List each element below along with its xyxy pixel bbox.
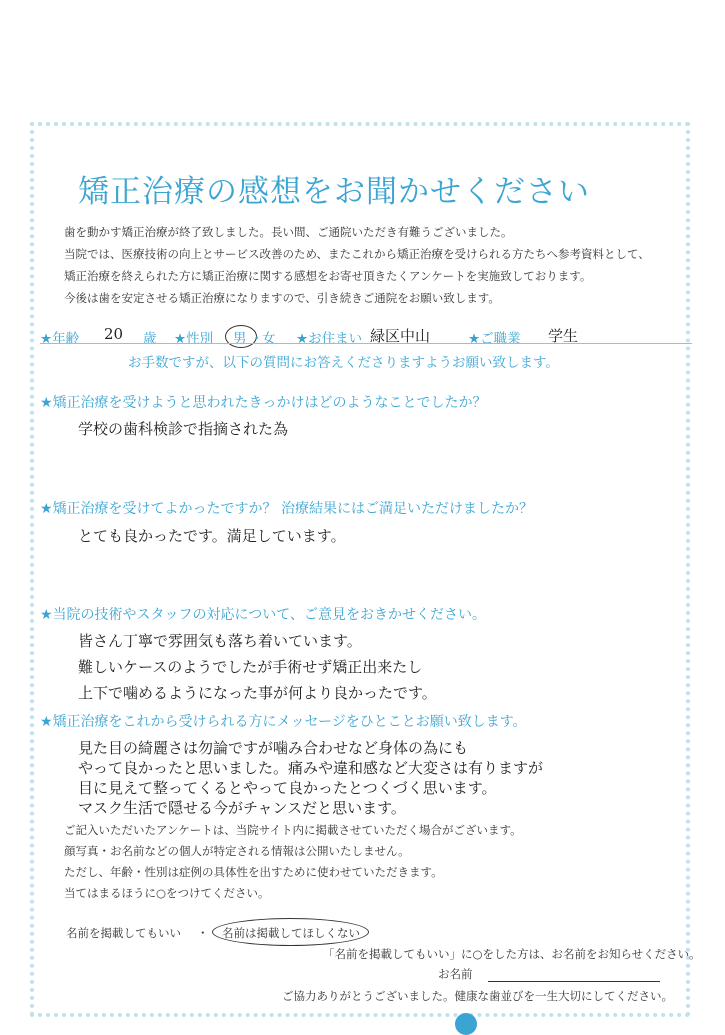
question-2: ★矯正治療を受けてよかったですか？ 治療結果にはご満足いただけましたか？ bbox=[40, 501, 533, 517]
profile-underline bbox=[40, 343, 692, 344]
job-label: ★ご職業 bbox=[468, 331, 521, 347]
age-label: ★年齢 bbox=[40, 331, 80, 347]
address-label: ★お住まい bbox=[296, 331, 363, 347]
choice-separator: ・ bbox=[197, 926, 209, 940]
gender-male: 男 bbox=[233, 331, 247, 347]
question-3: ★当院の技術やスタッフの対応について、ご意見をおきかせください。 bbox=[40, 607, 486, 623]
intro-line-4: 今後は歯を安定させる矯正治療になりますので、引き続きご通院をお願い致します。 bbox=[64, 291, 500, 305]
page-marker-dot bbox=[455, 1013, 477, 1035]
answer-3-line-3: 上下で噛めるようになった事が何より良かったです。 bbox=[78, 684, 437, 702]
question-4: ★矯正治療をこれから受けられる方にメッセージをひとことお願い致します。 bbox=[40, 714, 527, 730]
choice-allow-name[interactable]: 名前を掲載してもいい bbox=[66, 926, 181, 940]
answer-3-line-1: 皆さん丁寧で雰囲気も落ち着いています。 bbox=[78, 632, 362, 650]
gender-female: 女 bbox=[262, 331, 276, 347]
request-text: お手数ですが、以下の質問にお答えくださりますようお願い致します。 bbox=[128, 355, 559, 371]
job-value: 学生 bbox=[548, 327, 579, 345]
intro-line-1: 歯を動かす矯正治療が終了致しました。長い間、ご通院いただき有難うございました。 bbox=[64, 225, 513, 239]
question-1: ★矯正治療を受けようと思われたきっかけはどのようなことでしたか？ bbox=[40, 395, 487, 411]
answer-4-line-3: 目に見えて整ってくるとやって良かったとつくづく思います。 bbox=[78, 779, 497, 797]
answer-3-line-2: 難しいケースのようでしたが手術せず矯正出来たし bbox=[78, 658, 423, 676]
thanks-text: ご協力ありがとうございました。健康な歯並びを一生大切にしてください。 bbox=[282, 989, 673, 1003]
name-request-text: 「名前を掲載してもいい」に○をした方は、お名前をお知らせください。 bbox=[323, 947, 701, 961]
survey-title: 矯正治療の感想をお聞かせください bbox=[78, 174, 590, 210]
answer-1-line-1: 学校の歯科検診で指摘された為 bbox=[78, 420, 289, 438]
answer-2-line-1: とても良かったです。満足しています。 bbox=[78, 527, 346, 545]
note-line-4: 当てはまるほうに○をつけてください。 bbox=[64, 886, 270, 900]
note-line-3: ただし、年齢・性別は症例の具体性を出すために使わせていただきます。 bbox=[64, 865, 443, 879]
intro-line-3: 矯正治療を終えられた方に矯正治療に関する感想をお寄せ頂きたくアンケートを実施致しております。 bbox=[64, 269, 592, 283]
answer-4-line-4: マスク生活で隠せる今がチャンスだと思います。 bbox=[78, 799, 406, 817]
note-line-1: ご記入いただいたアンケートは、当院サイト内に掲載させていただく場合がございます。 bbox=[64, 823, 522, 837]
answer-4-line-1: 見た目の綺麗さは勿論ですが噛み合わせなど身体の為にも bbox=[78, 739, 469, 757]
age-unit: 歳 bbox=[143, 331, 157, 347]
gender-separator: ・ bbox=[250, 331, 264, 347]
choice-selected-circle bbox=[212, 918, 369, 946]
age-value: 20 bbox=[104, 325, 124, 343]
answer-4-line-2: やって良かったと思いました。痛みや違和感など大変さは有りますが bbox=[78, 759, 544, 777]
note-line-2: 顔写真・お名前などの個人が特定される情報は公開いたしません。 bbox=[64, 844, 410, 858]
address-value: 緑区中山 bbox=[370, 327, 431, 345]
name-label: お名前 bbox=[438, 967, 473, 981]
choice-deny-name[interactable]: 名前は掲載してほしくない bbox=[222, 926, 360, 940]
intro-line-2: 当院では、医療技術の向上とサービス改善のため、またこれから矯正治療を受けられる方たちへ参考資料として、 bbox=[64, 247, 650, 261]
gender-label: ★性別 bbox=[174, 331, 214, 347]
name-input-line[interactable] bbox=[488, 981, 660, 982]
